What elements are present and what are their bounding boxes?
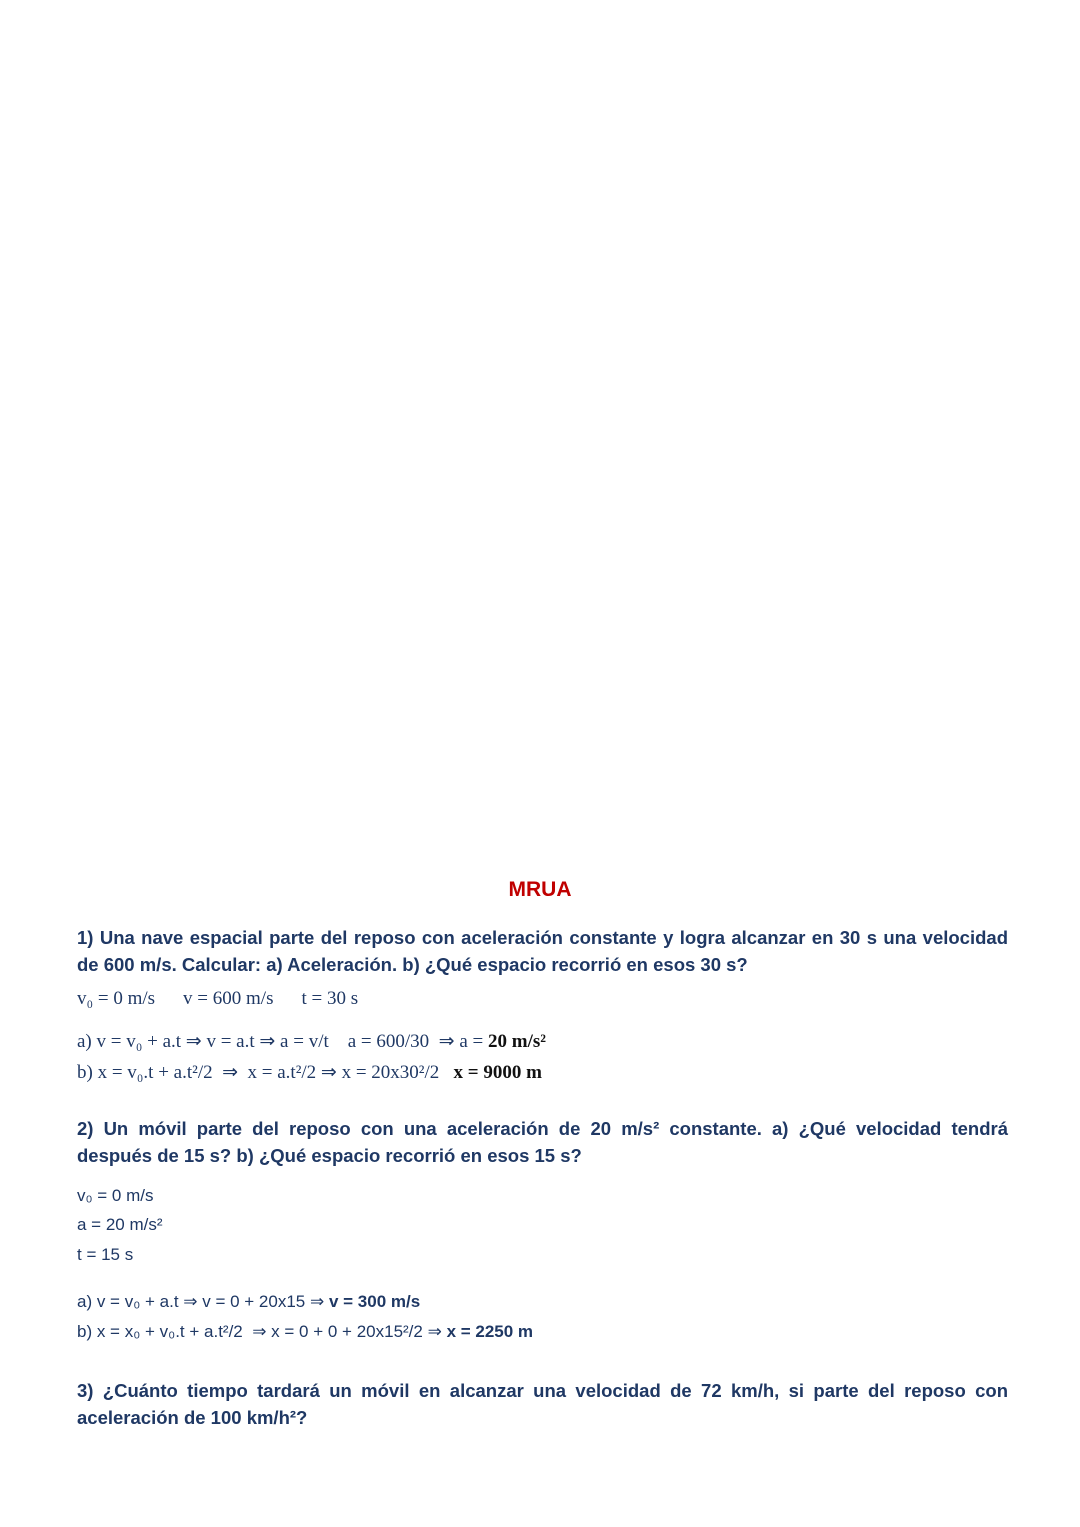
solution-a-text: a) v = v₀ + a.t ⇒ v = 0 + 20x15 ⇒ (77, 1292, 329, 1311)
given-v: v = 600 m/s (183, 988, 274, 1009)
problem-1-givens (77, 988, 386, 1010)
problem-2-given-t: t = 15 s (77, 1245, 134, 1264)
problem-1-solution-b (77, 1061, 542, 1084)
problem-3-line-2: aceleración de 100 km/h²? (77, 1407, 308, 1428)
solution-a-result: v = 300 m/s (328, 1292, 421, 1311)
problem-2-line-1: 2) Un móvil parte del reposo con una aceleración de 20 m/s² constante. a) ¿Qué velocidad tendrá (77, 1118, 1008, 1139)
problem-2-statement (77, 1115, 1008, 1169)
solution-b-result: x = 9000 m (453, 1062, 542, 1083)
problem-1-solution-a (77, 1030, 546, 1053)
problem-2-line-2: después de 15 s? b) ¿Qué espacio recorrió en esos 15 s? (77, 1145, 582, 1166)
problem-2-given-v0: v₀ = 0 m/s (77, 1186, 154, 1205)
problem-1-line-1: 1) Una nave espacial parte del reposo con aceleración constante y logra alcanzar en 30 s una velocidad (77, 927, 1008, 948)
solution-a-text: a) v = v₀ + a.t ⇒ v = a.t ⇒ a = v/t a = 600/30 ⇒ a = (77, 1031, 488, 1052)
problem-2-given-a: a = 20 m/s² (77, 1215, 163, 1234)
problem-3-line-1: 3) ¿Cuánto tiempo tardará un móvil en alcanzar una velocidad de 72 km/h, si parte del reposo con (77, 1380, 1008, 1401)
solution-b-text: b) x = v₀.t + a.t²/2 ⇒ x = a.t²/2 ⇒ x = 20x30²/2 (77, 1062, 454, 1083)
solution-a-result: 20 m/s² (488, 1031, 546, 1052)
solution-b-text: b) x = x₀ + v₀.t + a.t²/2 ⇒ x = 0 + 0 + 20x15²/2 ⇒ (77, 1322, 447, 1341)
given-t: t = 30 s (301, 988, 359, 1009)
page-title: MRUA (508, 878, 572, 901)
problem-1-statement (77, 924, 1008, 978)
problem-3-statement (77, 1377, 1008, 1431)
given-v0: v₀ = 0 m/s (77, 988, 156, 1009)
problem-2-solution-a (77, 1292, 420, 1312)
problem-2-solution-b (77, 1322, 533, 1342)
solution-b-result: x = 2250 m (446, 1322, 534, 1341)
problem-1-line-2: de 600 m/s. Calcular: a) Aceleración. b) ¿Qué espacio recorrió en esos 30 s? (77, 954, 748, 975)
